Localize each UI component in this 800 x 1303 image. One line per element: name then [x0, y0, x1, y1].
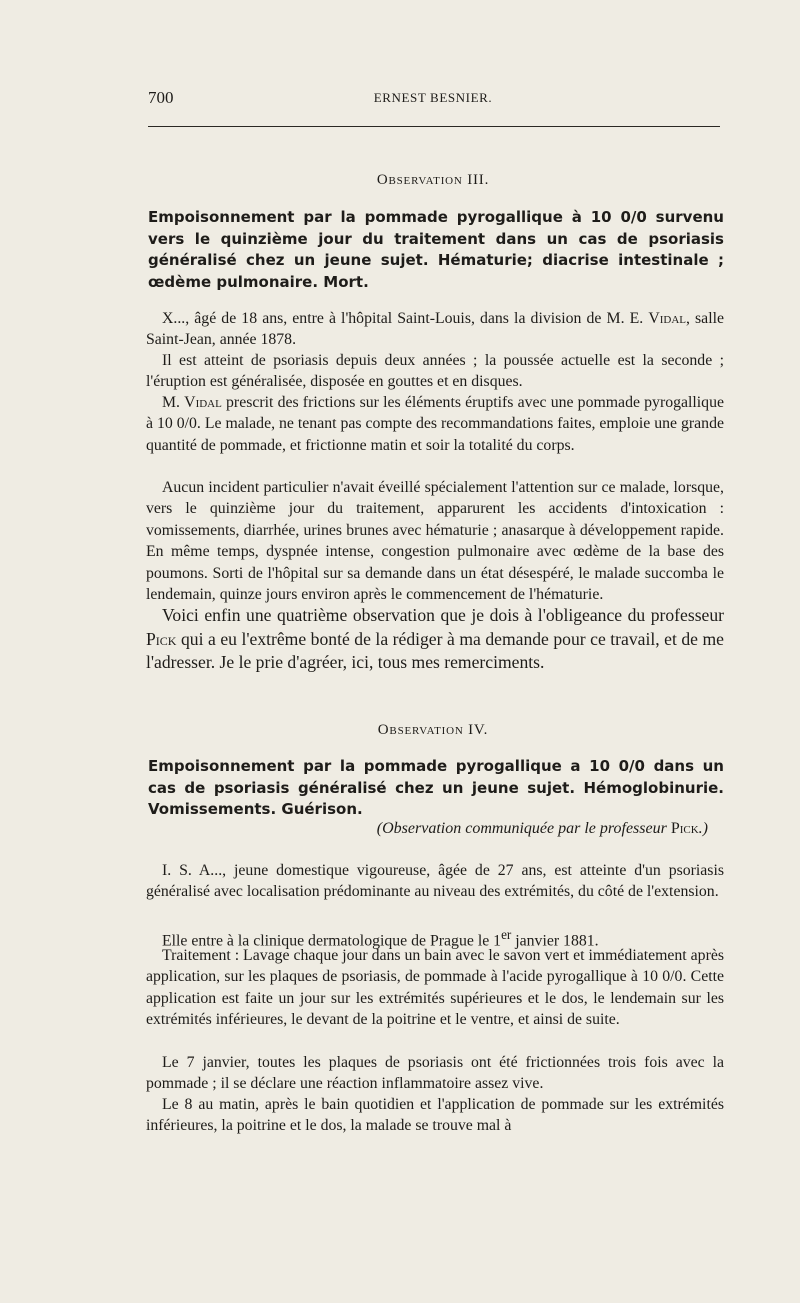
person-name: Pick — [670, 820, 699, 837]
text-segment: prescrit des frictions sur les éléments éruptifs avec une pommade pyrogallique à 10 0/0. Le malade, ne tenant pas compte des recommandations faites, emploie une grande quantité de pommade, et frictionne matin et soir la totalité du corps. — [146, 394, 724, 454]
superscript: er — [501, 927, 512, 942]
person-name: Vidal — [648, 310, 686, 327]
text-segment: qui a eu l'extrême bonté de la rédiger à ma demande pour ce travail, et de me l'adresser. Je le prie d'agréer, ici, tous mes remerciments. — [146, 628, 724, 672]
observation-4-paragraph-3: Traitement : Lavage chaque jour dans un bain avec le savon vert et immédiatement après application, sur les plaques de psoriasis, de pommade à l'acide pyrogallique à 10 0/0. Cette application est faite un jour sur les extrémités supérieures et le dos, le lendemain sur les extrémités inférieures, le devant de la poitrine et le ventre, et ainsi de suite. — [146, 947, 724, 1029]
text-segment: janvier 1881. — [511, 932, 599, 950]
observation-3-heading: Observation III. — [376, 172, 490, 188]
transition-paragraph — [146, 604, 724, 675]
person-name: Vidal — [184, 394, 222, 411]
observation-3-paragraph-2: Il est atteint de psoriasis depuis deux années ; la poussée actuelle est la seconde ; l'éruption est généralisée, disposée en gouttes et en disques. — [146, 352, 724, 391]
observation-3-paragraph-3 — [146, 392, 724, 456]
text-segment: Elle entre à la clinique dermatologique de Prague le 1 — [162, 932, 502, 950]
observation-4-heading: Observation IV. — [377, 722, 489, 738]
observation-4-title: Empoisonnement par la pommade pyrogallique a 10 0/0 dans un cas de psoriasis généralisé chez un jeune sujet. Hémoglobinurie. Vomissements. Guérison. — [148, 757, 724, 818]
observation-3-paragraph-1 — [146, 308, 724, 351]
text-segment: (Observation communiquée par le professeur — [376, 820, 671, 837]
observation-3-paragraph-4: Aucun incident particulier n'avait éveillé spécialement l'attention sur ce malade, lorsque, vers le quinzième jour du traitement, apparurent les accidents d'intoxication : vomissements, diarrhée, urines brunes avec hématurie ; anasarque à développement rapide. En même temps, dyspnée intense, congestion pulmonaire avec œdème de la base des poumons. Sorti de l'hôpital sur sa demande dans un état désespéré, le malade succomba le lendemain, quinze jours environ après le commencement de l'hématurie. — [146, 479, 724, 604]
person-name: Pick — [146, 628, 177, 649]
page-header — [143, 88, 723, 112]
observation-4-source-note — [148, 820, 708, 838]
observation-3-title: Empoisonnement par la pommade pyrogallique à 10 0/0 survenu vers le quinzième jour du traitement dans un cas de psoriasis généralisé chez un jeune sujet. Hématurie; diacrise intestinale ; œdème pulmonaire. Mort. — [148, 208, 724, 291]
running-head: ERNEST BESNIER. — [373, 90, 493, 105]
page-number: 700 — [148, 88, 174, 107]
text-segment: , salle Saint-Jean, année 1878. — [146, 310, 724, 349]
text-segment: M. — [162, 394, 185, 411]
text-segment: X..., âgé de 18 ans, entre à l'hôpital Saint-Louis, dans la division de M. E. — [162, 310, 649, 327]
observation-4-paragraph-5: Le 8 au matin, après le bain quotidien et l'application de pommade sur les extrémités inférieures, la poitrine et le dos, la malade se trouve mal à — [146, 1096, 724, 1135]
text-segment: .) — [698, 820, 708, 837]
observation-4-paragraph-1: I. S. A..., jeune domestique vigoureuse, âgée de 27 ans, est atteinte d'un psoriasis généralisé avec localisation prédominante au niveau des extrémités, du côté de l'extension. — [146, 862, 724, 901]
header-rule — [148, 126, 720, 127]
text-segment: Voici enfin une quatrième observation que je dois à l'obligeance du professeur — [162, 605, 724, 625]
observation-4-paragraph-4: Le 7 janvier, toutes les plaques de psoriasis ont été frictionnées trois fois avec la pommade ; il se déclare une réaction inflammatoire assez vive. — [146, 1054, 724, 1093]
